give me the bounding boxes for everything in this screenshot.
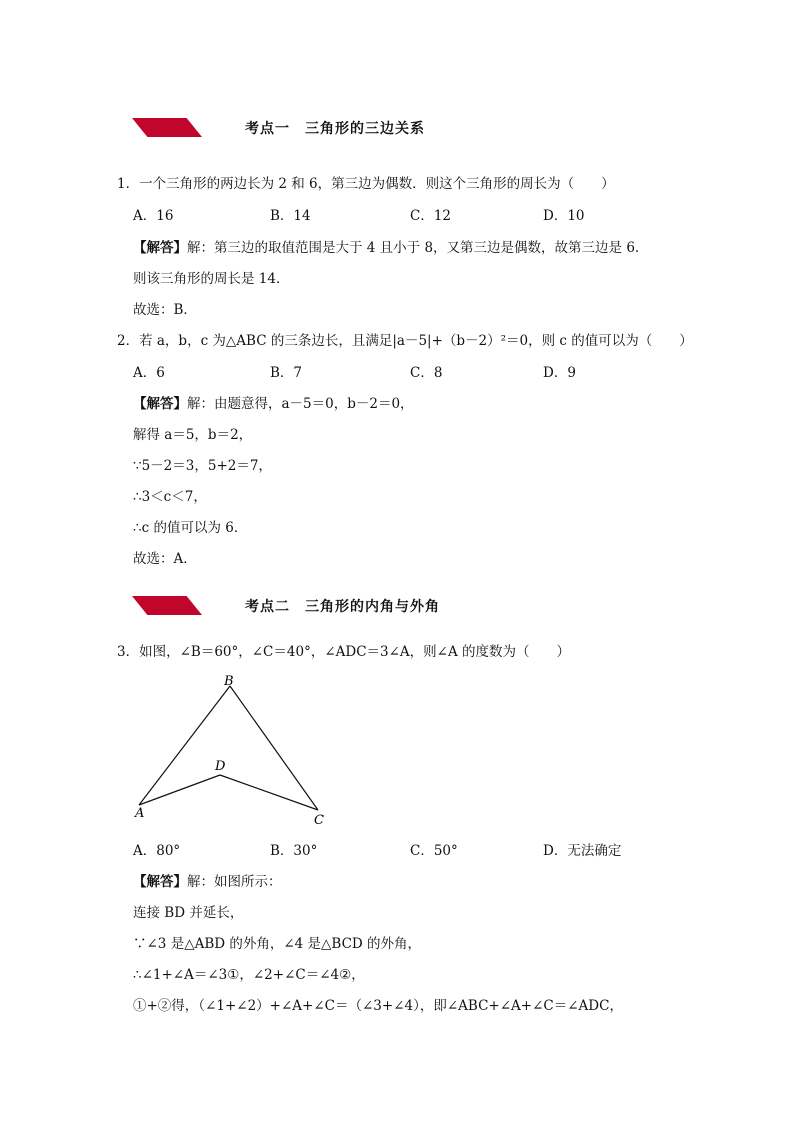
q2-option-b: B．7 xyxy=(270,365,303,381)
q2-option-d: D．9 xyxy=(543,365,576,381)
section-title-1: 考点一 三角形的三边关系 xyxy=(245,121,425,137)
question-1-stem: 1．一个三角形的两边长为 2 和 6，第三边为偶数．则这个三角形的周长为（ ） xyxy=(117,176,615,192)
q2-solution-line-6: 故选：A． xyxy=(133,551,197,567)
q3-solution-line-5: ①+②得，（∠1+∠2）+∠A+∠C＝（∠3+∠4），即∠ABC+∠A+∠C＝∠ADC， xyxy=(133,998,623,1014)
vertex-label-c: C xyxy=(314,813,324,828)
q1-option-c: C．12 xyxy=(410,208,452,224)
q2-solution-line-5: ∴c 的值可以为 6． xyxy=(133,520,248,536)
question-3-stem: 3．如图，∠B＝60°，∠C＝40°，∠ADC＝3∠A，则∠A 的度数为（ ） xyxy=(117,644,571,660)
q3-solution-line-3: ∵∠3 是△ABD 的外角，∠4 是△BCD 的外角， xyxy=(133,936,422,952)
q1-solution-line-3: 故选：B． xyxy=(133,302,197,318)
q3-option-c: C．50° xyxy=(410,843,458,859)
q1-solution-line-1: 【解答】解：第三边的取值范围是大于 4 且小于 8，又第三边是偶数，故第三边是 6． xyxy=(133,240,649,256)
q1-solution-line-2: 则该三角形的周长是 14． xyxy=(133,271,290,287)
answer-tag: 【解答】 xyxy=(133,240,187,256)
vertex-label-a: A xyxy=(135,806,145,821)
q3-option-b: B．30° xyxy=(270,843,318,859)
q3-solution-line-2: 连接 BD 并延长， xyxy=(133,905,244,921)
section-bar-1 xyxy=(132,118,202,137)
answer-tag: 【解答】 xyxy=(133,396,187,412)
question-2-stem: 2．若 a，b，c 为△ABC 的三条边长，且满足|a－5|+（b－2）²＝0，则 c 的值可以为（ ） xyxy=(117,333,693,349)
q2-option-c: C．8 xyxy=(410,365,443,381)
q1-option-d: D．10 xyxy=(543,208,585,224)
section-title-2: 考点二 三角形的内角与外角 xyxy=(245,599,440,615)
q1-option-b: B．14 xyxy=(270,208,311,224)
q2-option-a: A．6 xyxy=(133,365,165,381)
section-bar-2 xyxy=(132,596,202,615)
q2-solution-line-3: ∵5－2＝3，5+2＝7， xyxy=(133,458,272,474)
vertex-label-d: D xyxy=(215,759,226,774)
answer-tag: 【解答】 xyxy=(133,874,187,890)
q2-solution-line-4: ∴3＜c＜7， xyxy=(133,489,207,505)
q3-solution-line-4: ∴∠1+∠A＝∠3①，∠2+∠C＝∠4②， xyxy=(133,967,365,983)
triangle-figure xyxy=(125,672,365,832)
q3-option-a: A．80° xyxy=(133,843,181,859)
vertex-label-b: B xyxy=(224,674,234,689)
q3-option-d: D．无法确定 xyxy=(543,843,622,859)
q2-solution-line-1: 【解答】解：由题意得，a－5＝0，b－2＝0， xyxy=(133,396,414,412)
q3-solution-line-1: 【解答】解：如图所示： xyxy=(133,874,282,890)
q1-option-a: A．16 xyxy=(133,208,174,224)
q2-solution-line-2: 解得 a＝5，b＝2， xyxy=(133,427,253,443)
